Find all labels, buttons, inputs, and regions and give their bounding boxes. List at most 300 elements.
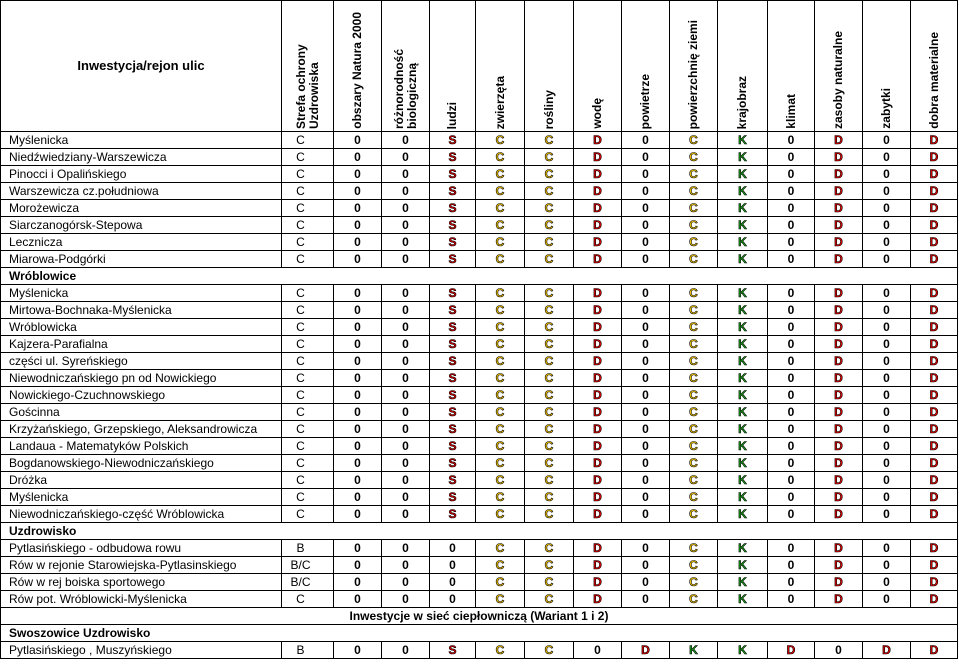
impact-mark: K xyxy=(738,252,747,266)
impact-mark: D xyxy=(593,541,602,555)
impact-mark: 0 xyxy=(883,439,890,453)
strefa-cell: C xyxy=(282,438,334,455)
impact-cell xyxy=(622,557,670,574)
impact-mark: D xyxy=(834,150,843,164)
impact-mark: 0 xyxy=(642,405,649,419)
impact-cell xyxy=(334,421,382,438)
impact-cell xyxy=(863,489,911,506)
table-row xyxy=(1,438,958,455)
impact-mark: 0 xyxy=(402,371,409,385)
table-row xyxy=(1,319,958,336)
impact-mark: C xyxy=(689,337,698,351)
impact-cell xyxy=(334,506,382,523)
impact-cell xyxy=(525,251,574,268)
impact-mark: C xyxy=(689,354,698,368)
impact-mark: C xyxy=(544,320,554,334)
impact-cell xyxy=(911,506,958,523)
impact-mark: S xyxy=(448,320,457,334)
impact-mark: D xyxy=(929,507,939,521)
impact-mark: C xyxy=(495,490,505,504)
investment-name: Pytlasińskiego , Muszyńskiego xyxy=(1,642,282,659)
impact-mark: 0 xyxy=(402,150,409,164)
impact-cell xyxy=(382,591,430,608)
impact-mark: D xyxy=(834,456,843,470)
impact-mark: 0 xyxy=(883,473,890,487)
impact-cell xyxy=(670,200,718,217)
impact-mark: 0 xyxy=(642,201,649,215)
impact-mark: 0 xyxy=(787,150,795,164)
impact-cell xyxy=(525,149,574,166)
impact-cell xyxy=(430,557,476,574)
strefa-cell: C xyxy=(282,404,334,421)
impact-mark: 0 xyxy=(787,541,795,555)
impact-cell xyxy=(334,149,382,166)
impact-mark: C xyxy=(544,354,554,368)
investment-name: Dróżka xyxy=(1,472,282,489)
impact-mark: D xyxy=(929,201,939,215)
header-row xyxy=(1,1,958,132)
impact-cell xyxy=(334,285,382,302)
impact-cell xyxy=(476,472,525,489)
impact-cell xyxy=(911,183,958,200)
investment-name: Rów w rej boiska sportowego xyxy=(1,574,282,591)
impact-mark: D xyxy=(593,422,602,436)
impact-mark: 0 xyxy=(787,490,795,504)
impact-mark: D xyxy=(834,218,843,232)
impact-mark: 0 xyxy=(402,456,409,470)
impact-mark: 0 xyxy=(354,201,361,215)
impact-cell xyxy=(911,319,958,336)
impact-cell xyxy=(476,302,525,319)
impact-mark: C xyxy=(689,133,698,147)
impact-cell xyxy=(911,404,958,421)
impact-mark: 0 xyxy=(787,235,795,249)
impact-mark: C xyxy=(689,252,698,266)
impact-cell xyxy=(863,404,911,421)
impact-cell xyxy=(815,319,863,336)
impact-cell xyxy=(382,489,430,506)
table-row xyxy=(1,234,958,251)
impact-cell xyxy=(525,557,574,574)
impact-cell xyxy=(382,132,430,149)
impact-cell xyxy=(525,285,574,302)
impact-mark: D xyxy=(593,558,602,572)
impact-mark: 0 xyxy=(642,320,649,334)
impact-cell xyxy=(382,183,430,200)
impact-cell xyxy=(382,642,430,659)
impact-cell xyxy=(815,217,863,234)
impact-cell xyxy=(382,421,430,438)
impact-cell xyxy=(525,591,574,608)
impact-cell xyxy=(476,183,525,200)
section-row xyxy=(1,523,958,540)
strefa-cell: C xyxy=(282,336,334,353)
impact-mark: C xyxy=(544,558,554,572)
impact-mark: 0 xyxy=(402,541,409,555)
impact-mark: C xyxy=(495,150,505,164)
impact-mark: 0 xyxy=(354,473,361,487)
impact-mark: 0 xyxy=(787,371,795,385)
impact-mark: K xyxy=(738,507,747,521)
impact-cell xyxy=(911,591,958,608)
impact-mark: D xyxy=(929,439,939,453)
impact-cell xyxy=(911,472,958,489)
impact-mark: D xyxy=(593,184,602,198)
impact-mark: 0 xyxy=(354,490,361,504)
impact-mark: D xyxy=(929,541,939,555)
impact-cell xyxy=(430,353,476,370)
impact-mark: 0 xyxy=(642,303,649,317)
impact-mark: 0 xyxy=(642,422,649,436)
impact-cell xyxy=(622,455,670,472)
impact-cell xyxy=(574,251,622,268)
impact-cell xyxy=(863,217,911,234)
impact-mark: 0 xyxy=(402,558,409,572)
impact-mark: D xyxy=(834,167,843,181)
impact-mark: 0 xyxy=(883,422,890,436)
impact-cell xyxy=(863,251,911,268)
impact-mark: C xyxy=(495,184,505,198)
impact-cell xyxy=(382,285,430,302)
impact-mark: 0 xyxy=(354,371,361,385)
table-row xyxy=(1,404,958,421)
impact-cell xyxy=(768,506,815,523)
impact-mark: C xyxy=(544,643,554,657)
impact-mark: D xyxy=(593,388,602,402)
header-col xyxy=(622,1,670,132)
impact-cell xyxy=(382,438,430,455)
table-row xyxy=(1,149,958,166)
impact-mark: 0 xyxy=(402,643,409,657)
investment-name: Pinocci i Opalińskiego xyxy=(1,166,282,183)
impact-mark: S xyxy=(448,405,457,419)
impact-cell xyxy=(574,302,622,319)
table-row xyxy=(1,166,958,183)
impact-mark: 0 xyxy=(787,303,795,317)
impact-cell xyxy=(768,387,815,404)
impact-mark: C xyxy=(689,201,698,215)
table-row xyxy=(1,489,958,506)
impact-mark: 0 xyxy=(402,507,409,521)
impact-mark: 0 xyxy=(354,541,361,555)
impact-cell xyxy=(334,557,382,574)
impact-cell xyxy=(334,574,382,591)
table-row xyxy=(1,200,958,217)
impact-cell xyxy=(382,319,430,336)
impact-cell xyxy=(815,506,863,523)
impact-mark: D xyxy=(929,150,939,164)
impact-cell xyxy=(382,404,430,421)
impact-mark: D xyxy=(593,218,602,232)
impact-mark: 0 xyxy=(883,184,890,198)
impact-cell xyxy=(863,285,911,302)
impact-cell xyxy=(334,540,382,557)
impact-mark: 0 xyxy=(354,235,361,249)
impact-cell xyxy=(718,506,768,523)
impact-mark: C xyxy=(544,422,554,436)
header-col xyxy=(476,1,525,132)
strefa-cell: C xyxy=(282,421,334,438)
impact-mark: 0 xyxy=(402,133,409,147)
impact-cell xyxy=(525,336,574,353)
impact-mark: C xyxy=(544,303,554,317)
impact-mark: S xyxy=(448,490,457,504)
impact-mark: C xyxy=(689,507,698,521)
impact-mark: C xyxy=(689,473,698,487)
impact-cell xyxy=(525,353,574,370)
impact-mark: C xyxy=(544,150,554,164)
impact-cell xyxy=(430,302,476,319)
impact-mark: C xyxy=(495,422,505,436)
impact-cell xyxy=(670,132,718,149)
impact-cell xyxy=(525,319,574,336)
impact-mark: D xyxy=(593,303,602,317)
impact-cell xyxy=(334,336,382,353)
impact-cell xyxy=(622,421,670,438)
impact-mark: K xyxy=(738,133,747,147)
impact-cell xyxy=(863,387,911,404)
impact-mark: C xyxy=(689,184,698,198)
impact-cell xyxy=(430,404,476,421)
impact-mark: D xyxy=(834,490,843,504)
impact-cell xyxy=(718,285,768,302)
impact-cell xyxy=(574,234,622,251)
impact-cell xyxy=(863,642,911,659)
section-row xyxy=(1,625,958,642)
impact-cell xyxy=(718,336,768,353)
impact-mark: K xyxy=(738,439,747,453)
impact-mark: D xyxy=(834,575,843,589)
impact-mark: C xyxy=(689,575,698,589)
impact-cell xyxy=(622,353,670,370)
impact-mark: 0 xyxy=(642,184,649,198)
investment-name: Rów w rejonie Starowiejska-Pytlasinskiego xyxy=(1,557,282,574)
impact-mark: 0 xyxy=(449,558,456,572)
impact-mark: C xyxy=(495,541,505,555)
table-row xyxy=(1,455,958,472)
impact-mark: S xyxy=(448,643,457,657)
impact-cell xyxy=(815,642,863,659)
impact-cell xyxy=(718,149,768,166)
strefa-cell: C xyxy=(282,489,334,506)
impact-cell xyxy=(334,438,382,455)
impact-mark: 0 xyxy=(402,167,409,181)
impact-mark: 0 xyxy=(642,354,649,368)
impact-cell xyxy=(574,200,622,217)
impact-mark: S xyxy=(448,507,457,521)
impact-mark: 0 xyxy=(354,507,361,521)
impact-cell xyxy=(430,251,476,268)
impact-cell xyxy=(768,319,815,336)
impact-mark: 0 xyxy=(402,422,409,436)
impact-cell xyxy=(863,302,911,319)
impact-cell xyxy=(525,183,574,200)
impact-mark: K xyxy=(738,456,747,470)
impact-cell xyxy=(430,217,476,234)
impact-cell xyxy=(718,404,768,421)
impact-mark: 0 xyxy=(787,184,795,198)
impact-cell xyxy=(622,387,670,404)
impact-mark: C xyxy=(495,286,505,300)
impact-cell xyxy=(525,387,574,404)
impact-cell xyxy=(815,574,863,591)
impact-cell xyxy=(718,353,768,370)
impact-mark: D xyxy=(593,201,602,215)
impact-cell xyxy=(718,421,768,438)
impact-mark: C xyxy=(689,218,698,232)
table-row xyxy=(1,540,958,557)
impact-cell xyxy=(863,370,911,387)
impact-cell xyxy=(768,217,815,234)
impact-mark: C xyxy=(544,371,554,385)
impact-cell xyxy=(815,166,863,183)
header-col xyxy=(525,1,574,132)
impact-mark: C xyxy=(495,507,505,521)
impact-mark: 0 xyxy=(642,133,649,147)
impact-cell xyxy=(670,506,718,523)
impact-mark: 0 xyxy=(594,643,601,657)
impact-cell xyxy=(768,149,815,166)
impact-cell xyxy=(382,574,430,591)
impact-mark: D xyxy=(834,371,843,385)
impact-mark: C xyxy=(689,303,698,317)
table-row xyxy=(1,353,958,370)
table-row xyxy=(1,336,958,353)
impact-cell xyxy=(622,540,670,557)
impact-mark: D xyxy=(929,490,939,504)
impact-cell xyxy=(382,336,430,353)
impact-mark: D xyxy=(593,320,602,334)
investment-name: Morożewicza xyxy=(1,200,282,217)
impact-mark: D xyxy=(593,286,602,300)
impact-mark: 0 xyxy=(883,558,890,572)
header-col xyxy=(670,1,718,132)
impact-mark: 0 xyxy=(787,507,795,521)
impact-mark: D xyxy=(929,575,939,589)
impact-cell xyxy=(382,217,430,234)
impact-mark: K xyxy=(689,643,698,657)
impact-cell xyxy=(430,540,476,557)
impact-mark: S xyxy=(448,150,457,164)
impact-mark: 0 xyxy=(787,218,795,232)
impact-cell xyxy=(863,591,911,608)
impact-cell xyxy=(718,217,768,234)
impact-cell xyxy=(574,132,622,149)
header-label: rośliny xyxy=(541,89,556,129)
impact-cell xyxy=(670,302,718,319)
impact-mark: C xyxy=(495,252,505,266)
impact-mark: C xyxy=(495,235,505,249)
impact-cell xyxy=(670,387,718,404)
strefa-cell: C xyxy=(282,319,334,336)
impact-cell xyxy=(718,234,768,251)
impact-mark: 0 xyxy=(787,592,795,606)
impact-cell xyxy=(815,200,863,217)
impact-cell xyxy=(768,489,815,506)
impact-cell xyxy=(622,251,670,268)
impact-cell xyxy=(382,472,430,489)
impact-mark: 0 xyxy=(883,592,890,606)
impact-cell xyxy=(670,319,718,336)
header-col xyxy=(815,1,863,132)
impact-cell xyxy=(430,285,476,302)
impact-mark: D xyxy=(593,592,602,606)
impact-cell xyxy=(670,251,718,268)
impact-cell xyxy=(815,302,863,319)
impact-mark: 0 xyxy=(883,405,890,419)
impact-mark: D xyxy=(929,592,939,606)
impact-mark: C xyxy=(544,439,554,453)
impact-mark: C xyxy=(495,201,505,215)
impact-cell xyxy=(815,540,863,557)
strefa-cell: C xyxy=(282,370,334,387)
header-label: ludzi xyxy=(445,101,459,129)
impact-cell xyxy=(622,574,670,591)
impact-cell xyxy=(768,540,815,557)
impact-mark: D xyxy=(834,252,843,266)
impact-mark: D xyxy=(834,184,843,198)
strefa-cell: C xyxy=(282,251,334,268)
impact-mark: 0 xyxy=(354,575,361,589)
strefa-cell: C xyxy=(282,149,334,166)
impact-mark: C xyxy=(544,235,554,249)
investment-name: Nowickiego-Czuchnowskiego xyxy=(1,387,282,404)
impact-mark: C xyxy=(544,133,554,147)
investment-name: Myślenicka xyxy=(1,132,282,149)
impact-cell xyxy=(911,200,958,217)
impact-mark: 0 xyxy=(883,320,890,334)
impact-cell xyxy=(815,387,863,404)
impact-cell xyxy=(768,574,815,591)
impact-mark: D xyxy=(834,507,843,521)
impact-cell xyxy=(430,149,476,166)
impact-mark: C xyxy=(689,541,698,555)
impact-mark: S xyxy=(448,456,457,470)
impact-mark: 0 xyxy=(642,473,649,487)
header-label: Strefa ochrony Uzdrowiska xyxy=(293,44,321,129)
impact-mark: C xyxy=(689,490,698,504)
impact-cell xyxy=(768,200,815,217)
investment-name: Niewodniczańskiego pn od Nowickiego xyxy=(1,370,282,387)
impact-mark: C xyxy=(544,405,554,419)
impact-cell xyxy=(768,302,815,319)
impact-cell xyxy=(622,285,670,302)
impact-cell xyxy=(476,540,525,557)
impact-mark: C xyxy=(544,456,554,470)
impact-mark: S xyxy=(448,473,457,487)
impact-cell xyxy=(430,489,476,506)
impact-cell xyxy=(863,540,911,557)
impact-cell xyxy=(670,166,718,183)
impact-cell xyxy=(718,557,768,574)
section-row xyxy=(1,268,958,285)
impact-mark: D xyxy=(593,575,602,589)
impact-cell xyxy=(525,489,574,506)
note-row xyxy=(1,608,958,625)
investment-name: Krzyżańskiego, Grzepskiego, Aleksandrowicza xyxy=(1,421,282,438)
impact-mark: K xyxy=(738,150,747,164)
investment-name: Lecznicza xyxy=(1,234,282,251)
impact-mark: C xyxy=(495,592,505,606)
impact-cell xyxy=(525,132,574,149)
impact-mark: 0 xyxy=(642,252,649,266)
impact-cell xyxy=(863,455,911,472)
impact-cell xyxy=(718,251,768,268)
impact-cell xyxy=(334,132,382,149)
impact-mark: 0 xyxy=(883,354,890,368)
impact-cell xyxy=(863,132,911,149)
impact-mark: 0 xyxy=(883,541,890,555)
